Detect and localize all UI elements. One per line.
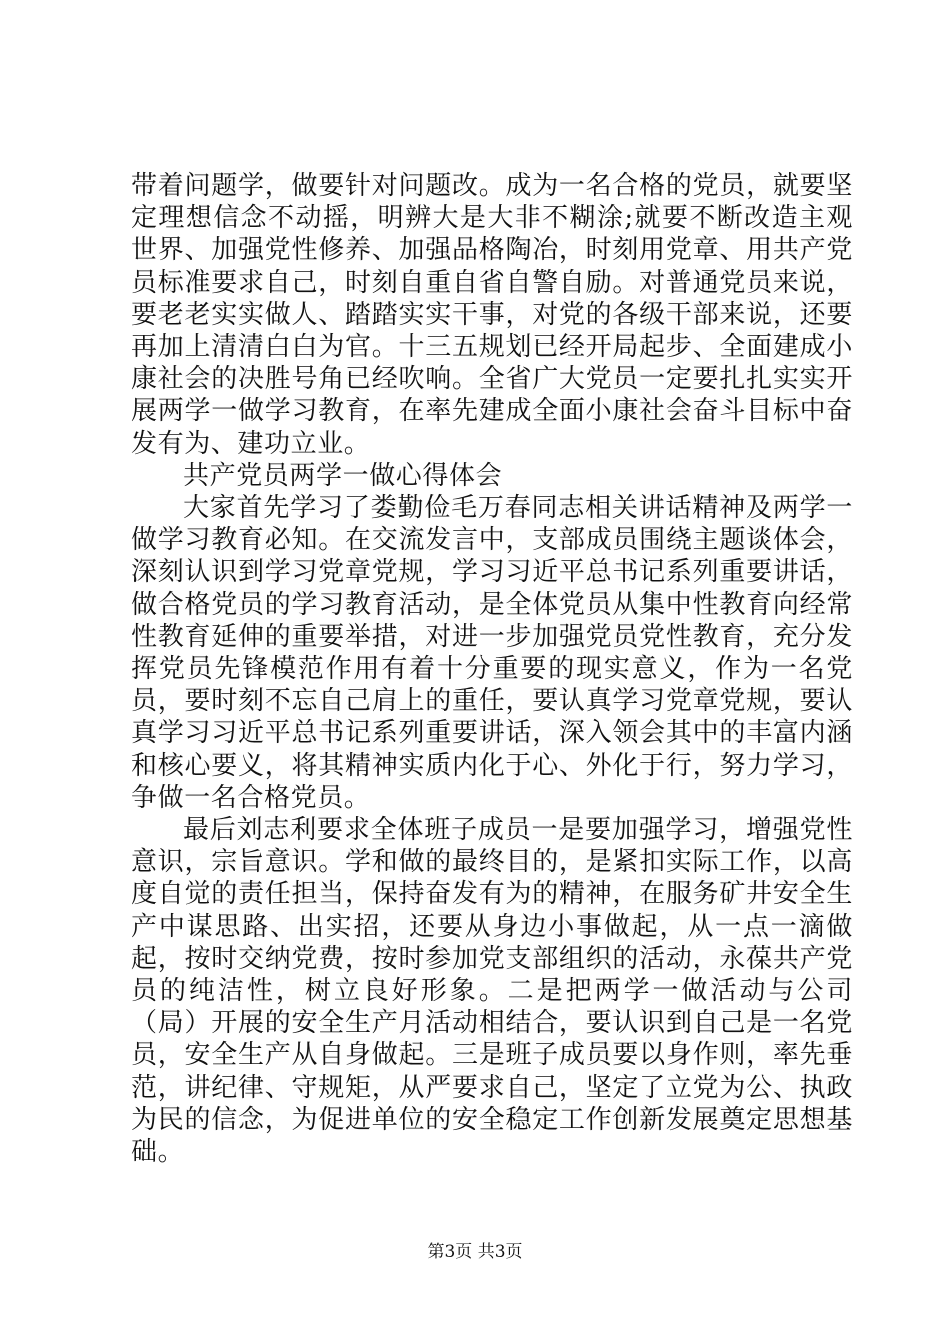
document-body — [131, 170, 853, 1168]
paragraph-requirements: 最后刘志利要求全体班子成员一是要加强学习，增强党性意识，宗旨意识。学和做的最终目的，是紧扣实际工作，以高度自觉的责任担当，保持奋发有为的精神，在服务矿井安全生产中谋思路、出实招，还要从身边小事做起，从一点一滴做起，按时交纳党费，按时参加党支部组织的活动，永葆共产党员的纯洁性，树立良好形象。二是把两学一做活动与公司（局）开展的安全生产月活动相结合，要认识到自己是一名党员，安全生产从自身做起。三是班子成员要以身作则，率先垂范，讲纪律、守规矩，从严要求自己，坚定了立党为公、执政为民的信念，为促进单位的安全稳定工作创新发展奠定思想基础。 — [131, 815, 853, 1168]
page-number: 第3页 共3页 — [427, 1242, 523, 1262]
paragraph-study: 大家首先学习了娄勤俭毛万春同志相关讲话精神及两学一做学习教育必知。在交流发言中，支部成员围绕主题谈体会，深刻认识到学习党章党规，学习习近平总书记系列重要讲话，做合格党员的学习教育活动，是全体党员从集中性教育向经常性教育延伸的重要举措，对进一步加强党员党性教育，充分发挥党员先锋模范作用有着十分重要的现实意义，作为一名党员，要时刻不忘自己肩上的重任，要认真学习党章党规，要认真学习习近平总书记系列重要讲话，深入领会其中的丰富内涵和核心要义，将其精神实质内化于心、外化于行，努力学习，争做一名合格党员。 — [131, 493, 853, 813]
section-heading: 共产党员两学一做心得体会 — [183, 460, 503, 491]
page-footer — [0, 1242, 950, 1262]
paragraph-intro: 带着问题学，做要针对问题改。成为一名合格的党员，就要坚定理想信念不动摇，明辨大是大非不糊涂;就要不断改造主观世界、加强党性修养、加强品格陶冶，时刻用党章、用共产党员标准要求自己，时刻自重自省自警自励。对普通党员来说，要老老实实做人、踏踏实实干事，对党的各级干部来说，还要再加上清清白白为官。十三五规划已经开局起步、全面建成小康社会的决胜号角已经吹响。全省广大党员一定要扎扎实实开展两学一做学习教育，在率先建成全面小康社会奋斗目标中奋发有为、建功立业。 — [131, 171, 853, 459]
